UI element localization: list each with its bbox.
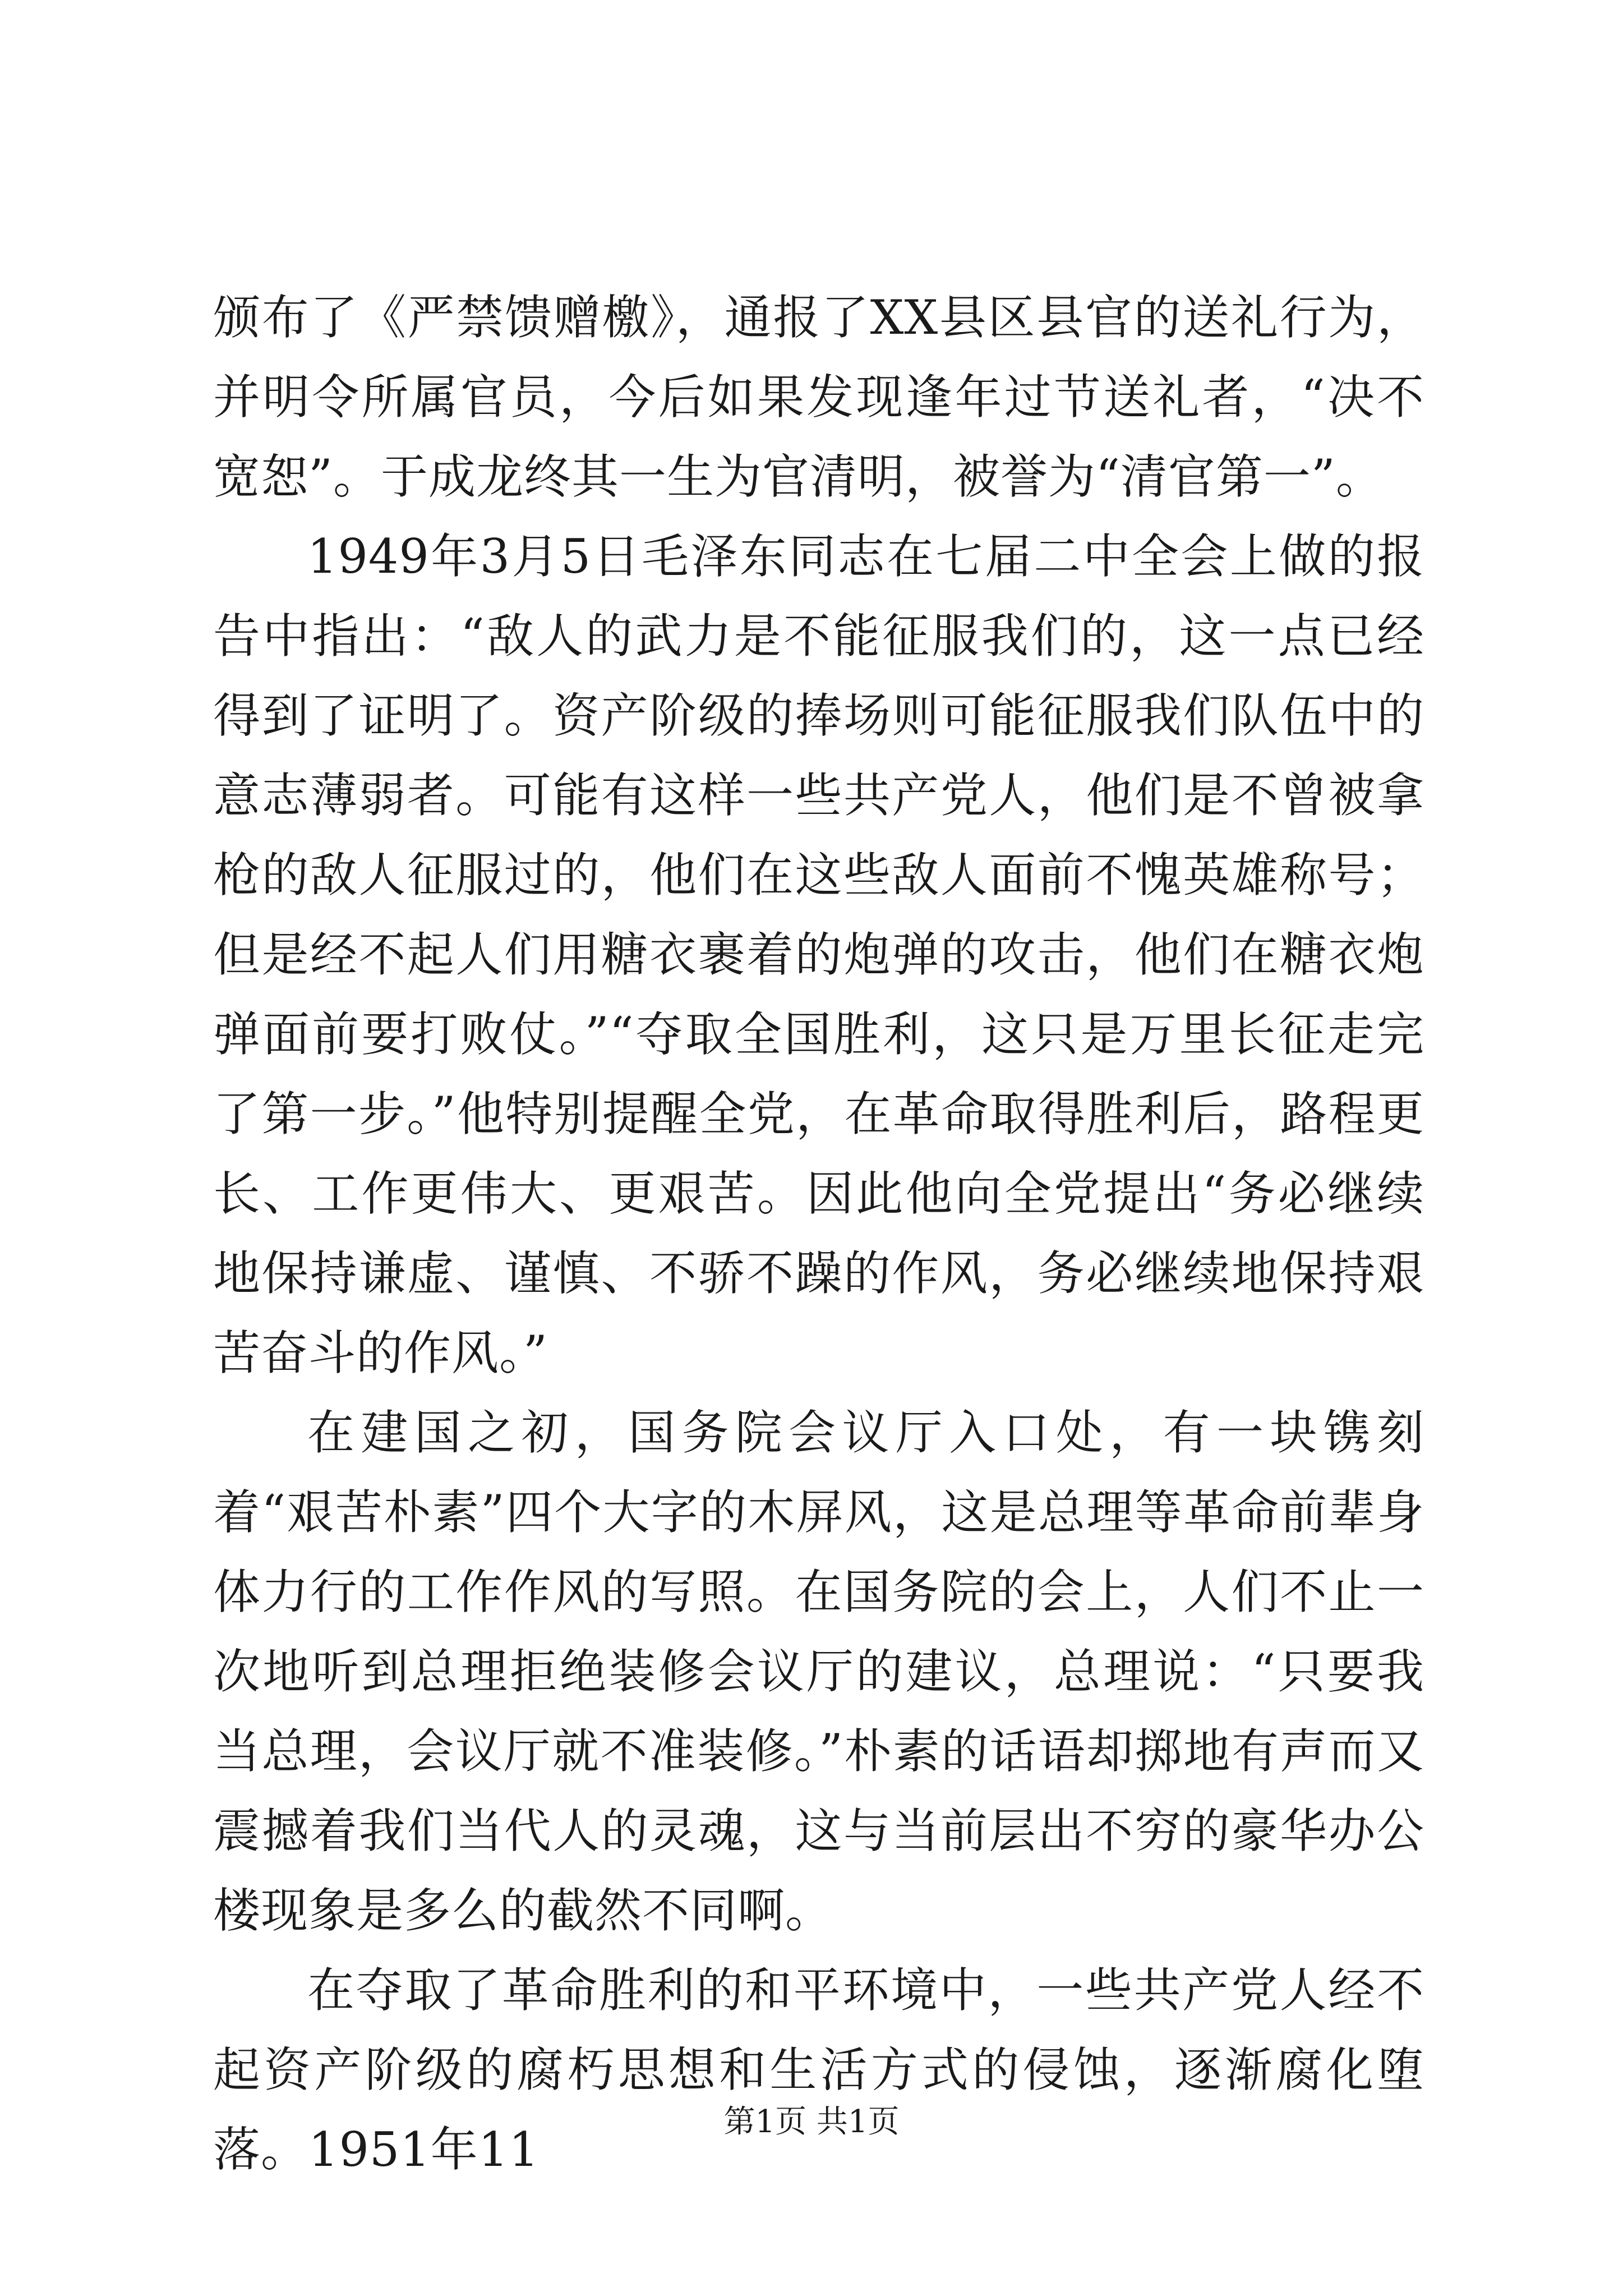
paragraph-1: 颁布了《严禁馈赠檄》，通报了XX县区县官的送礼行为，并明令所属官员，今后如果发现逢年过节送礼者，“决不宽恕”。于成龙终其一生为官清明，被誉为“清官第一”。 (213, 290, 1424, 504)
paragraph-4: 在夺取了革命胜利的和平环境中，一些共产党人经不起资产阶级的腐朽思想和生活方式的侵蚀，逐渐腐化堕落。1951年11 (213, 1963, 1424, 2177)
document-body (213, 278, 1424, 2189)
page-footer: 第1页 共1页 (723, 2104, 900, 2140)
paragraph-3: 在建国之初，国务院会议厅入口处，有一块镌刻着“艰苦朴素”四个大字的木屏风，这是总理等革命前辈身体力行的工作作风的写照。在国务院的会上，人们不止一次地听到总理拒绝装修会议厅的建议，总理说：“只要我当总理，会议厅就不准装修。”朴素的话语却掷地有声而又震撼着我们当代人的灵魂，这与当前层出不穷的豪华办公楼现象是多么的截然不同啊。 (213, 1405, 1424, 1938)
paragraph-2: 1949年3月5日毛泽东同志在七届二中全会上做的报告中指出：“敌人的武力是不能征服我们的，这一点已经得到了证明了。资产阶级的捧场则可能征服我们队伍中的意志薄弱者。可能有这样一些共产党人，他们是不曾被拿枪的敌人征服过的，他们在这些敌人面前不愧英雄称号；但是经不起人们用糖衣裹着的炮弹的攻击，他们在糖衣炮弹面前要打败仗。”“夺取全国胜利，这只是万里长征走完了第一步。”他特别提醒全党，在革命取得胜利后，路程更长、工作更伟大、更艰苦。因此他向全党提出“务必继续地保持谦虚、谨慎、不骄不躁的作风，务必继续地保持艰苦奋斗的作风。” (213, 529, 1424, 1381)
